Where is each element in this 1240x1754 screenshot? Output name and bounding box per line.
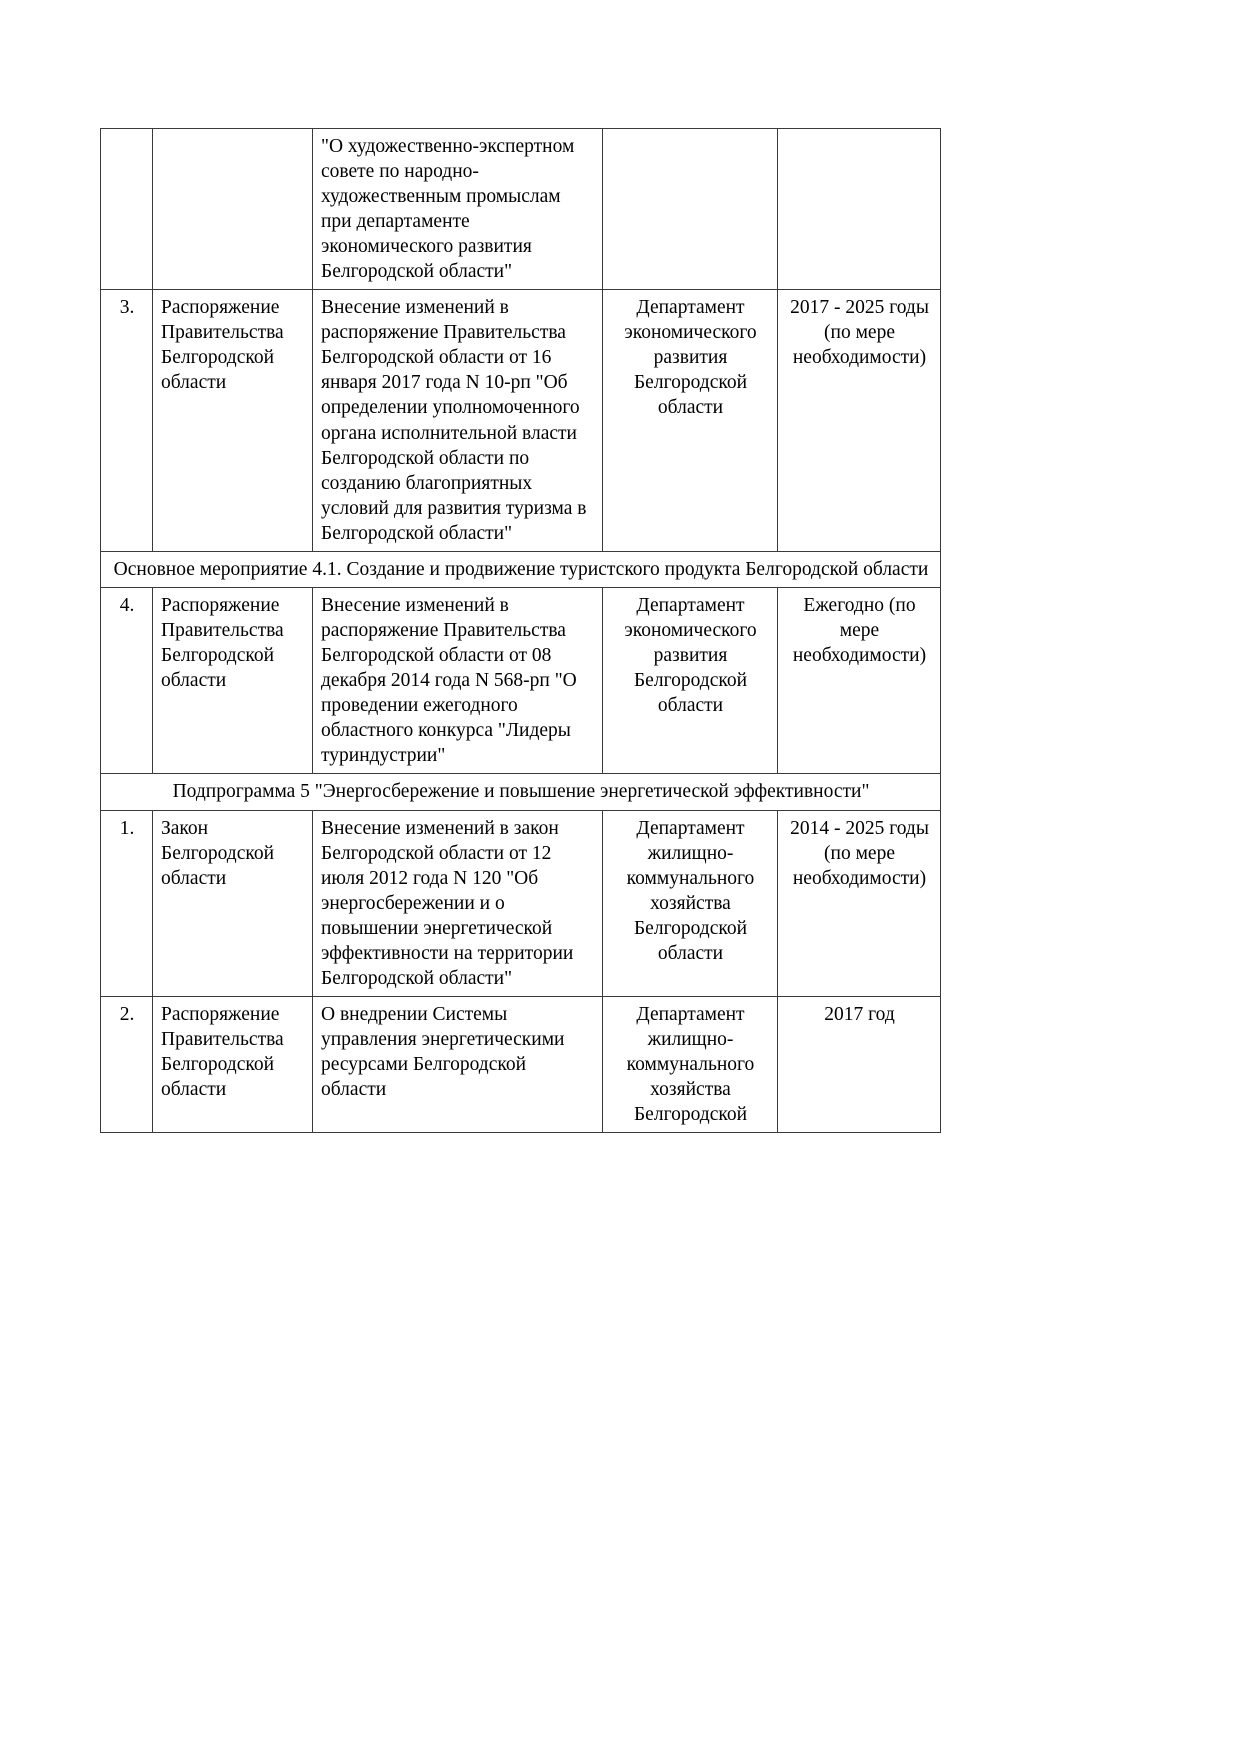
table-row — [101, 129, 941, 290]
cell-act-name: Внесение изменений в закон Белгородской области от 12 июля 2012 года N 120 "Об энергосбережении и о повышении энергетической эффективности на территории Белгородской области" — [313, 810, 603, 996]
table-row — [101, 810, 941, 996]
cell-responsible: Департамент экономического развития Белгородской области — [603, 588, 778, 774]
cell-act-type: Распоряжение Правительства Белгородской области — [153, 997, 313, 1133]
legal-acts-table — [100, 128, 941, 1133]
table-row — [101, 290, 941, 551]
table-row — [101, 997, 941, 1133]
cell-responsible: Департамент жилищно-коммунального хозяйства Белгородской — [603, 997, 778, 1133]
cell-act-type: Закон Белгородской области — [153, 810, 313, 996]
cell-term: 2017 год — [778, 997, 941, 1133]
cell-term: 2017 - 2025 годы (по мере необходимости) — [778, 290, 941, 551]
cell-act-name: "О художественно-экспертном совете по народно-художественным промыслам при департаменте экономического развития Белгородской области" — [313, 129, 603, 290]
cell-term: Ежегодно (по мере необходимости) — [778, 588, 941, 774]
section-heading: Основное мероприятие 4.1. Создание и продвижение туристского продукта Белгородской области — [101, 551, 941, 587]
cell-number — [101, 129, 153, 290]
cell-act-name: Внесение изменений в распоряжение Правительства Белгородской области от 16 января 2017 года N 10-рп "Об определении уполномоченного органа исполнительной власти Белгородской области по созданию благоприятных условий для развития туризма в Белгородской области" — [313, 290, 603, 551]
table-row — [101, 588, 941, 774]
cell-responsible: Департамент жилищно-коммунального хозяйства Белгородской области — [603, 810, 778, 996]
cell-term: 2014 - 2025 годы (по мере необходимости) — [778, 810, 941, 996]
section-heading: Подпрограмма 5 "Энергосбережение и повышение энергетической эффективности" — [101, 774, 941, 810]
cell-act-type — [153, 129, 313, 290]
cell-act-type: Распоряжение Правительства Белгородской области — [153, 290, 313, 551]
cell-responsible — [603, 129, 778, 290]
cell-number: 4. — [101, 588, 153, 774]
table-section-row — [101, 551, 941, 587]
cell-number: 3. — [101, 290, 153, 551]
cell-act-name: Внесение изменений в распоряжение Правительства Белгородской области от 08 декабря 2014 года N 568-рп "О проведении ежегодного областного конкурса "Лидеры туриндустрии" — [313, 588, 603, 774]
cell-act-name: О внедрении Системы управления энергетическими ресурсами Белгородской области — [313, 997, 603, 1133]
cell-term — [778, 129, 941, 290]
table-section-row — [101, 774, 941, 810]
cell-number: 2. — [101, 997, 153, 1133]
cell-number: 1. — [101, 810, 153, 996]
cell-responsible: Департамент экономического развития Белгородской области — [603, 290, 778, 551]
cell-act-type: Распоряжение Правительства Белгородской области — [153, 588, 313, 774]
